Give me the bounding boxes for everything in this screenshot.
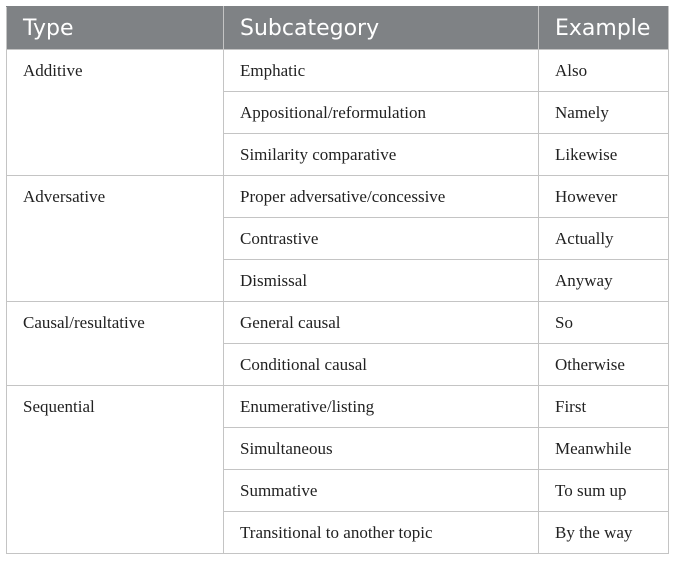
header-subcategory: Subcategory <box>224 7 539 50</box>
example-cell: First <box>539 386 669 428</box>
subcategory-cell: Appositional/reformulation <box>224 92 539 134</box>
example-cell: Otherwise <box>539 344 669 386</box>
example-cell: By the way <box>539 512 669 554</box>
connective-types-table <box>6 6 669 554</box>
subcategory-cell: General causal <box>224 302 539 344</box>
table-row <box>7 176 669 218</box>
example-cell: Meanwhile <box>539 428 669 470</box>
type-cell: Adversative <box>7 176 224 302</box>
example-cell: Also <box>539 50 669 92</box>
subcategory-cell: Proper adversative/concessive <box>224 176 539 218</box>
example-cell: To sum up <box>539 470 669 512</box>
table-row <box>7 50 669 92</box>
table-row <box>7 302 669 344</box>
type-cell: Causal/resultative <box>7 302 224 386</box>
type-cell: Additive <box>7 50 224 176</box>
example-cell: However <box>539 176 669 218</box>
table-row <box>7 386 669 428</box>
subcategory-cell: Enumerative/listing <box>224 386 539 428</box>
example-cell: So <box>539 302 669 344</box>
header-row <box>7 7 669 50</box>
table-body <box>7 50 669 554</box>
header-type: Type <box>7 7 224 50</box>
subcategory-cell: Conditional causal <box>224 344 539 386</box>
subcategory-cell: Emphatic <box>224 50 539 92</box>
subcategory-cell: Simultaneous <box>224 428 539 470</box>
example-cell: Namely <box>539 92 669 134</box>
subcategory-cell: Transitional to another topic <box>224 512 539 554</box>
type-cell: Sequential <box>7 386 224 554</box>
subcategory-cell: Summative <box>224 470 539 512</box>
example-cell: Anyway <box>539 260 669 302</box>
subcategory-cell: Similarity comparative <box>224 134 539 176</box>
example-cell: Actually <box>539 218 669 260</box>
connective-types-table-container <box>6 6 668 554</box>
example-cell: Likewise <box>539 134 669 176</box>
subcategory-cell: Contrastive <box>224 218 539 260</box>
header-example: Example <box>539 7 669 50</box>
subcategory-cell: Dismissal <box>224 260 539 302</box>
